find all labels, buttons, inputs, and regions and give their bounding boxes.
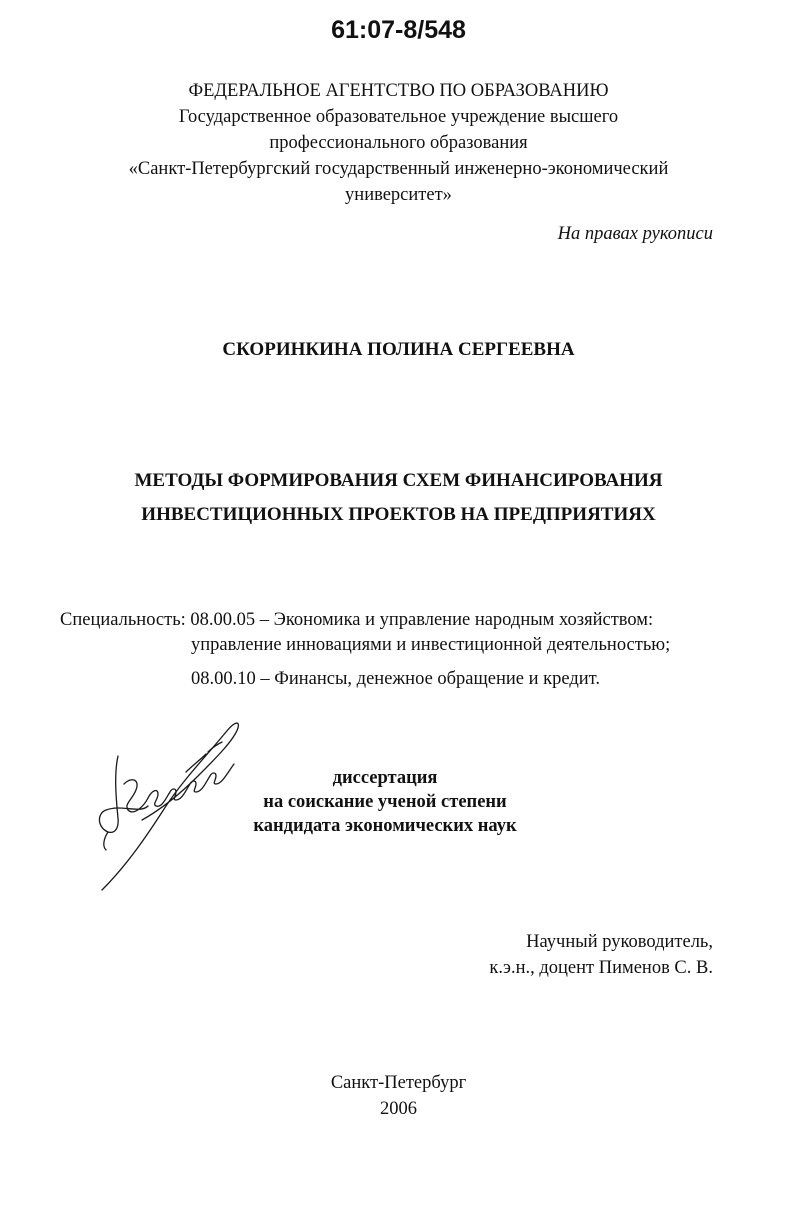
dissertation-title bbox=[0, 464, 797, 532]
specialty-line-3: 08.00.10 – Финансы, денежное обращение и кредит. bbox=[191, 669, 600, 689]
specialty-line-2: управление инновациями и инвестиционной деятельностью; bbox=[191, 635, 671, 655]
supervisor-block bbox=[489, 929, 713, 981]
institution-header bbox=[0, 78, 797, 208]
title-line-2: ИНВЕСТИЦИОННЫХ ПРОЕКТОВ НА ПРЕДПРИЯТИЯХ bbox=[141, 504, 656, 525]
supervisor-name: к.э.н., доцент Пименов С. В. bbox=[489, 958, 713, 978]
manuscript-rights-note: На правах рукописи bbox=[557, 224, 713, 244]
city: Санкт-Петербург bbox=[330, 1073, 467, 1093]
place-and-year bbox=[0, 1070, 797, 1122]
header-university-name-end: университет» bbox=[345, 185, 452, 205]
thesis-purpose: на соискание ученой степени bbox=[263, 792, 507, 812]
thesis-type: диссертация bbox=[332, 768, 438, 788]
author-name: СКОРИНКИНА ПОЛИНА СЕРГЕЕВНА bbox=[222, 339, 575, 360]
catalog-number: 61:07-8/548 bbox=[331, 16, 466, 44]
header-agency: ФЕДЕРАЛЬНОЕ АГЕНТСТВО ПО ОБРАЗОВАНИЮ bbox=[188, 81, 609, 101]
supervisor-label: Научный руководитель, bbox=[526, 932, 713, 952]
specialty-line-1: Специальность: 08.00.05 – Экономика и управление народным хозяйством: bbox=[60, 610, 654, 630]
year: 2006 bbox=[380, 1099, 417, 1119]
header-institution-type: Государственное образовательное учреждение высшего bbox=[178, 107, 619, 127]
header-university-name: «Санкт-Петербургский государственный инженерно-экономический bbox=[128, 159, 669, 179]
title-line-1: МЕТОДЫ ФОРМИРОВАНИЯ СХЕМ ФИНАНСИРОВАНИЯ bbox=[134, 470, 663, 491]
degree-statement bbox=[200, 766, 570, 838]
specialty-block bbox=[60, 608, 670, 658]
thesis-degree: кандидата экономических наук bbox=[253, 816, 517, 836]
header-education-level: профессионального образования bbox=[269, 133, 528, 153]
